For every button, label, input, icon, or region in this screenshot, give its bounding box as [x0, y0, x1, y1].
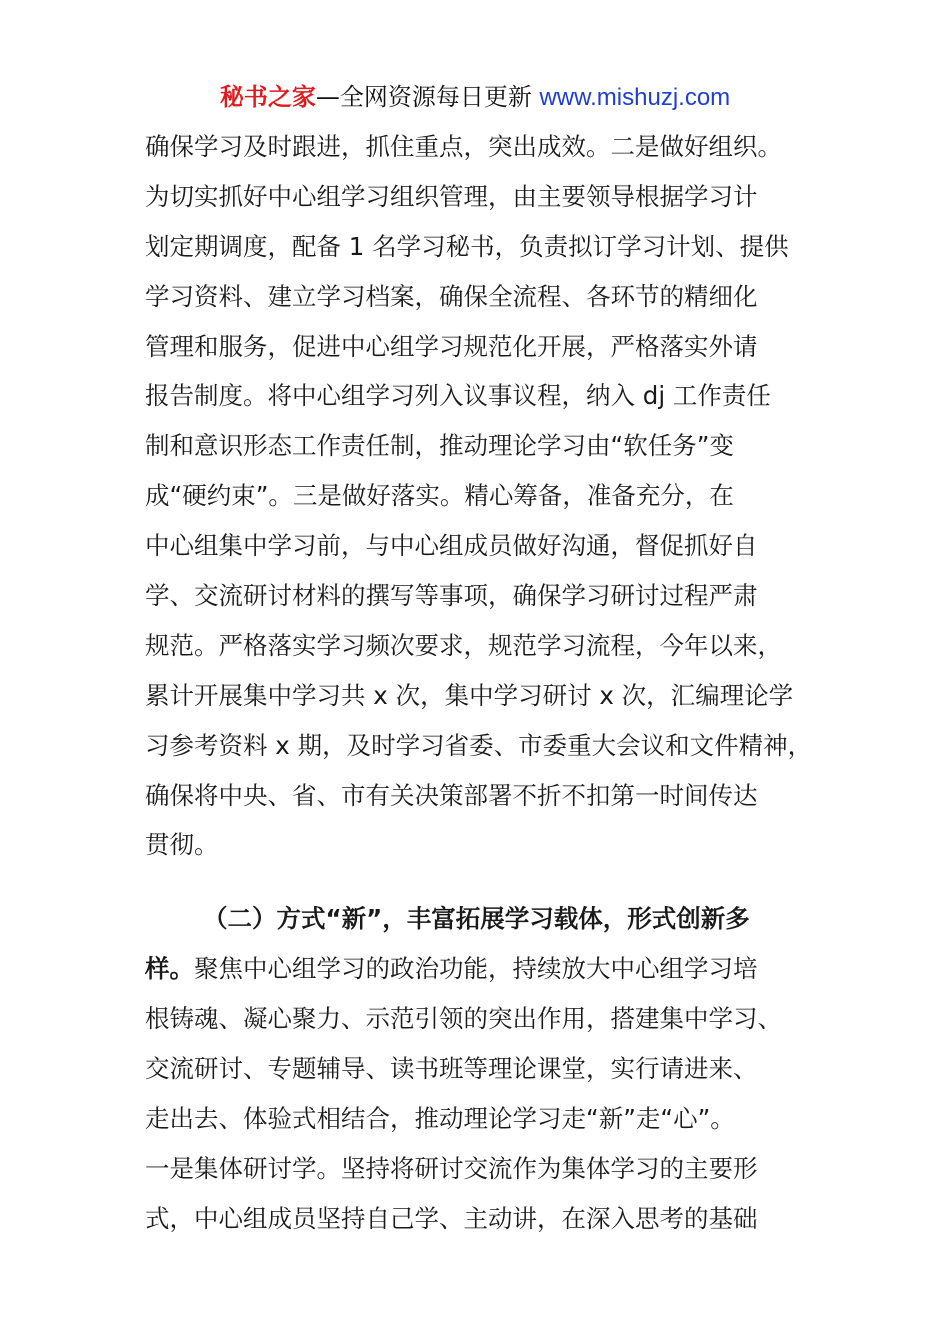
- section-heading-tail: 样。: [145, 954, 194, 984]
- text-line: 贯彻。: [145, 830, 219, 860]
- text-line: 规范。严格落实学习频次要求，规范学习流程，今年以来，: [145, 630, 782, 660]
- text-line: 制和意识形态工作责任制，推动理论学习由“软任务”变: [145, 431, 734, 461]
- site-banner: [0, 80, 950, 115]
- text-line: 中心组集中学习前，与中心组成员做好沟通，督促抓好自: [145, 531, 758, 561]
- text-line: 报告制度。将中心组学习列入议事议程，纳入 dj 工作责任: [145, 381, 771, 411]
- text-line: 划定期调度，配备 1 名学习秘书，负责拟订学习计划、提供: [145, 231, 789, 261]
- text-line: 确保将中央、省、市有关决策部署不折不扣第一时间传达: [145, 780, 758, 810]
- text-line: 走出去、体验式相结合，推动理论学习走“新”走“心”。: [145, 1103, 735, 1133]
- text-line: 累计开展集中学习共 x 次，集中学习研讨 x 次，汇编理论学: [145, 680, 794, 710]
- text-line: 确保学习及时跟进，抓住重点，突出成效。二是做好组织。: [145, 132, 782, 161]
- text-line: 成“硬约束”。三是做好落实。精心筹备，准备充分，在: [145, 481, 734, 511]
- text-line: 式，中心组成员坚持自己学、主动讲，在深入思考的基础: [145, 1203, 758, 1233]
- site-slogan: —全网资源每日更新: [315, 83, 540, 111]
- text-line: 习参考资料 x 期，及时学习省委、市委重大会议和文件精神，: [145, 730, 813, 760]
- text-line: 根铸魂、凝心聚力、示范引领的突出作用，搭建集中学习、: [145, 1004, 782, 1034]
- text-line: 一是集体研讨学。坚持将研讨交流作为集体学习的主要形: [145, 1153, 758, 1183]
- section-heading: （二）方式“新”，丰富拓展学习载体，形式创新多: [203, 904, 750, 934]
- site-brand-name: 秘书之家: [219, 83, 316, 111]
- text-line: 为切实抓好中心组学习组织管理，由主要领导根据学习计: [145, 181, 758, 211]
- text-line: 学习资料、建立学习档案，确保全流程、各环节的精细化: [145, 281, 758, 311]
- site-url-link[interactable]: www.mishuzj.com: [539, 84, 731, 111]
- text-line: 管理和服务，促进中心组学习规范化开展，严格落实外请: [145, 331, 758, 361]
- text-line-rest: 聚焦中心组学习的政治功能，持续放大中心组学习培: [194, 954, 758, 984]
- text-line: [145, 944, 845, 994]
- text-line: 学、交流研讨材料的撰写等事项，确保学习研讨过程严肃: [145, 581, 758, 611]
- text-line: 交流研讨、专题辅导、读书班等理论课堂，实行请进来、: [145, 1054, 758, 1084]
- document-body: [145, 122, 845, 1244]
